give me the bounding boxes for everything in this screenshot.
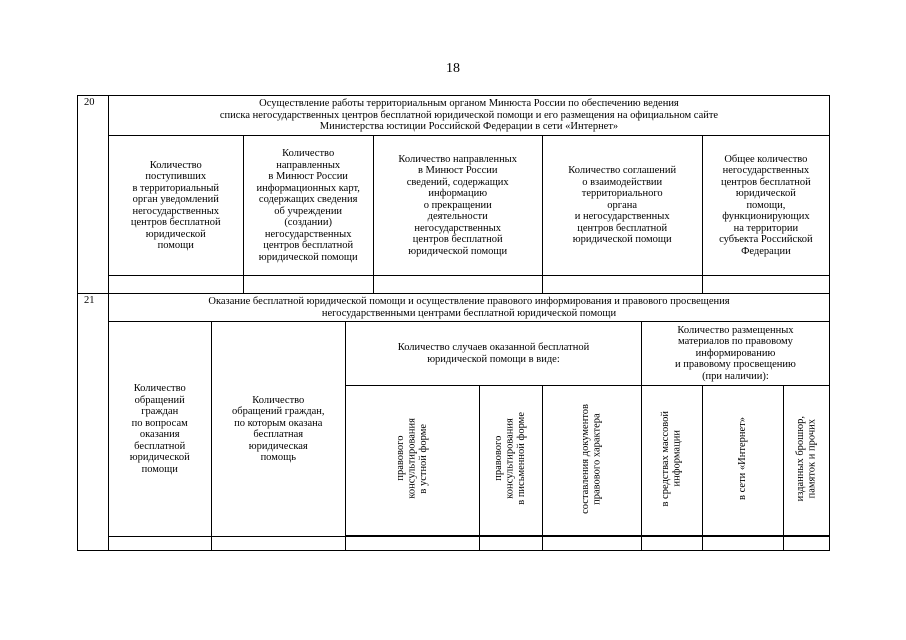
report-table <box>77 95 830 551</box>
section21-sub-oral-consulting: правового консультирования в устной форме <box>346 386 480 536</box>
section21-value-cell <box>542 537 641 551</box>
section20-value-cell <box>243 276 373 294</box>
section21-value-cell <box>211 537 346 551</box>
section21-col-help-provided: Количество обращений граждан, по которым оказана бесплатная юридическая помощь <box>211 322 346 537</box>
section20-value-cell <box>542 276 702 294</box>
section20-value-row <box>78 276 830 294</box>
section21-group-materials: Количество размещенных материалов по правовому информированию и правовому просвещению (при наличии): <box>641 322 829 386</box>
section21-value-cell <box>702 537 783 551</box>
section21-value-cell <box>108 537 211 551</box>
section20-value-cell <box>702 276 829 294</box>
section20-col-agreements: Количество соглашений о взаимодействии территориального органа и негосударственных центров бесплатной юридической помощи <box>542 136 702 276</box>
section20-heading: Осуществление работы территориальным органом Минюста России по обеспечению ведения списка негосударственных центров бесплатной юридической помощи и его размещения на официальном сайте Министерства юстиции Российской Федерации в сети «Интернет» <box>108 96 829 136</box>
section20-col-info-cards: Количество направленных в Минюст России информационных карт, содержащих сведения об учреждении (создании) негосударственных центров бесплатной юридической помощи <box>243 136 373 276</box>
section21-group-row <box>78 322 830 386</box>
section20-number: 20 <box>78 96 109 294</box>
section21-value-row <box>78 537 830 551</box>
section20-value-cell <box>373 276 542 294</box>
section20-col-termination-info: Количество направленных в Минюст России сведений, содержащих информацию о прекращении деятельности негосударственных центров бесплатной юридической помощи <box>373 136 542 276</box>
section20-col-total-centers: Общее количество негосударственных центров бесплатной юридической помощи, функционирующих на территории субъекта Российской Федерации <box>702 136 829 276</box>
section21-sub-brochures: изданных брошюр, памяток и прочих <box>783 386 829 536</box>
section21-heading: Оказание бесплатной юридической помощи и осуществление правового информирования и правового просвещения негосударственными центрами бесплатной юридической помощи <box>108 294 829 322</box>
section21-value-cell <box>783 537 829 551</box>
section21-sub-written-consulting: правового консультирования в письменной форме <box>479 386 542 536</box>
section20-heading-row <box>78 96 830 136</box>
section20-columns-row <box>78 136 830 276</box>
section21-heading-row <box>78 294 830 322</box>
section20-col-notifications: Количество поступивших в территориальный орган уведомлений негосударственных центров бесплатной юридической помощи <box>108 136 243 276</box>
section21-sub-internet: в сети «Интернет» <box>702 386 783 536</box>
page-number: 18 <box>446 61 460 76</box>
section21-value-cell <box>346 537 480 551</box>
section21-number: 21 <box>78 294 109 551</box>
section21-sub-mass-media: в средствах массовой информации <box>641 386 702 536</box>
section20-value-cell <box>108 276 243 294</box>
section21-col-citizen-requests: Количество обращений граждан по вопросам оказания бесплатной юридической помощи <box>108 322 211 537</box>
section21-sub-legal-documents: составления документов правового характера <box>542 386 641 536</box>
section21-group-cases: Количество случаев оказанной бесплатной юридической помощи в виде: <box>346 322 642 386</box>
section21-value-cell <box>479 537 542 551</box>
section21-value-cell <box>641 537 702 551</box>
